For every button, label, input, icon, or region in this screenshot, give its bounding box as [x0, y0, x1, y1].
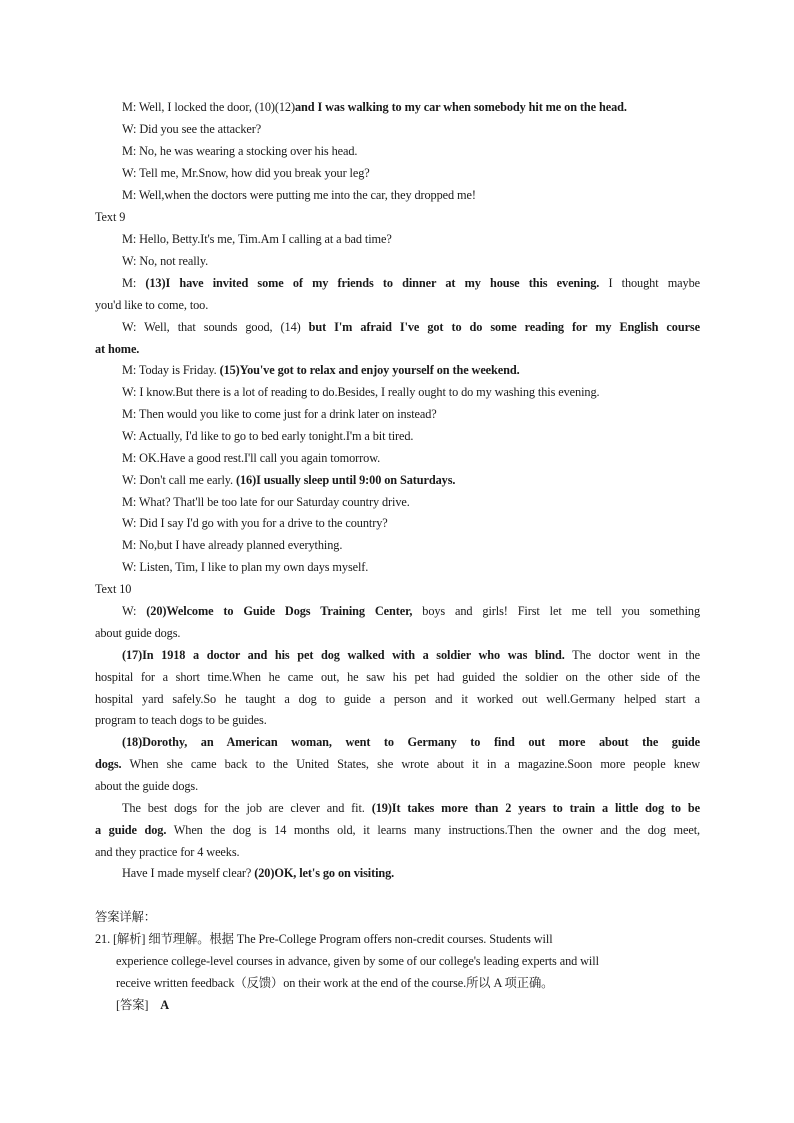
line-text: When the dog is 14 months old, it learns many instructions.Then the owner and the dog meet, — [173, 823, 700, 837]
dialogue-line — [95, 341, 700, 357]
answer-highlight: dogs. — [95, 757, 122, 771]
dialogue-line: M: Hello, Betty.It's me, Tim.Am I calling at a bad time? — [122, 232, 392, 246]
line-text: W: — [122, 604, 147, 618]
dialogue-line — [122, 99, 700, 115]
answer-explanation: 21. [解析] 细节理解。根据 The Pre-College Program offers non-credit courses. Students will — [95, 932, 553, 946]
dialogue-line: W: Tell me, Mr.Snow, how did you break your leg? — [122, 166, 370, 180]
answer-explanation: receive written feedback（反馈）on their work at the end of the course.所以 A 项正确。 — [116, 976, 554, 990]
dialogue-line: W: Did you see the attacker? — [122, 122, 262, 136]
dialogue-line: M: Then would you like to come just for a drink later on instead? — [122, 407, 437, 421]
line-text: The doctor went in the — [572, 648, 700, 662]
paragraph-line — [122, 734, 700, 750]
answer-highlight: (20)OK, let's go on visiting. — [254, 866, 395, 880]
paragraph-line — [95, 756, 700, 772]
dialogue-line: M: No, he was wearing a stocking over his head. — [122, 144, 358, 158]
paragraph-line — [122, 647, 700, 663]
answer-highlight: (13)I have invited some of my friends to dinner at my house this evening. — [145, 276, 600, 290]
answer-highlight: (17)In 1918 a doctor and his pet dog walked with a soldier who was blind. — [122, 648, 565, 662]
paragraph-line — [122, 865, 700, 881]
answer-label: [答案] — [116, 998, 149, 1012]
section-heading-text9: Text 9 — [95, 210, 126, 224]
line-text: hospital yard safely.So he taught a dog to guide a person and it worked out well.Germany helped start a — [95, 692, 700, 706]
answer-highlight: (15)You've got to relax and enjoy yourself on the weekend. — [219, 363, 520, 377]
section-heading-text10: Text 10 — [95, 582, 132, 596]
line-text: I thought maybe — [608, 276, 700, 290]
dialogue-line: M: Well,when the doctors were putting me into the car, they dropped me! — [122, 188, 476, 202]
line-text: Have I made myself clear? — [122, 866, 255, 880]
answer-highlight: but I'm afraid I've got to do some reading for my English course — [308, 320, 700, 334]
dialogue-line: W: Actually, I'd like to go to bed early tonight.I'm a bit tired. — [122, 429, 414, 443]
line-text: W: Don't call me early. — [122, 473, 236, 487]
answer-highlight: a guide dog. — [95, 823, 167, 837]
line-text: M: Today is Friday. — [122, 363, 220, 377]
paragraph-line — [95, 822, 700, 838]
dialogue-line: W: No, not really. — [122, 254, 209, 268]
paragraph-line — [95, 669, 700, 685]
line-text: M: Well, I locked the door, (10)(12) — [122, 100, 295, 114]
paragraph-line: program to teach dogs to be guides. — [95, 713, 267, 727]
dialogue-line: W: Listen, Tim, I like to plan my own days myself. — [122, 560, 369, 574]
answer-highlight: (20)Welcome to Guide Dogs Training Center, — [146, 604, 413, 618]
dialogue-line: M: What? That'll be too late for our Saturday country drive. — [122, 495, 410, 509]
dialogue-line — [122, 362, 700, 378]
answer-highlight: at home. — [95, 342, 140, 356]
paragraph-line: and they practice for 4 weeks. — [95, 845, 240, 859]
line-text: boys and girls! First let me tell you something — [422, 604, 700, 618]
dialogue-line: you'd like to come, too. — [95, 298, 209, 312]
answer-value: A — [160, 998, 170, 1012]
paragraph-line: about guide dogs. — [95, 626, 181, 640]
line-text: hospital for a short time.When he came out, he saw his pet had guided the soldier on the other side of the — [95, 670, 700, 684]
answer-explanation: experience college-level courses in advance, given by some of our college's leading experts and will — [116, 954, 599, 968]
answers-heading: 答案详解： — [95, 910, 156, 924]
paragraph-line — [122, 603, 700, 619]
paragraph-line — [95, 691, 700, 707]
answer-highlight: (18)Dorothy, an American woman, went to Germany to find out more about the guide — [122, 735, 700, 749]
dialogue-line — [122, 319, 700, 335]
dialogue-line: M: OK.Have a good rest.I'll call you again tomorrow. — [122, 451, 381, 465]
answer-highlight: (16)I usually sleep until 9:00 on Saturdays. — [235, 473, 456, 487]
line-text: W: Well, that sounds good, (14) — [122, 320, 301, 334]
paragraph-line: about the guide dogs. — [95, 779, 199, 793]
answer-line — [116, 997, 721, 1013]
line-text: M: — [122, 276, 146, 290]
dialogue-line: W: I know.But there is a lot of reading to do.Besides, I really ought to do my washing this evening. — [122, 385, 600, 399]
answer-highlight: and I was walking to my car when somebody hit me on the head. — [294, 100, 627, 114]
paragraph-line — [122, 800, 700, 816]
dialogue-line: W: Did I say I'd go with you for a drive to the country? — [122, 516, 388, 530]
dialogue-line — [122, 275, 700, 291]
answer-highlight: (19)It takes more than 2 years to train a little dog to be — [371, 801, 700, 815]
dialogue-line — [122, 472, 700, 488]
dialogue-line: M: No,but I have already planned everything. — [122, 538, 343, 552]
line-text: The best dogs for the job are clever and fit. — [122, 801, 365, 815]
line-text: When she came back to the United States, she wrote about it in a magazine.Soon more people knew — [129, 757, 700, 771]
